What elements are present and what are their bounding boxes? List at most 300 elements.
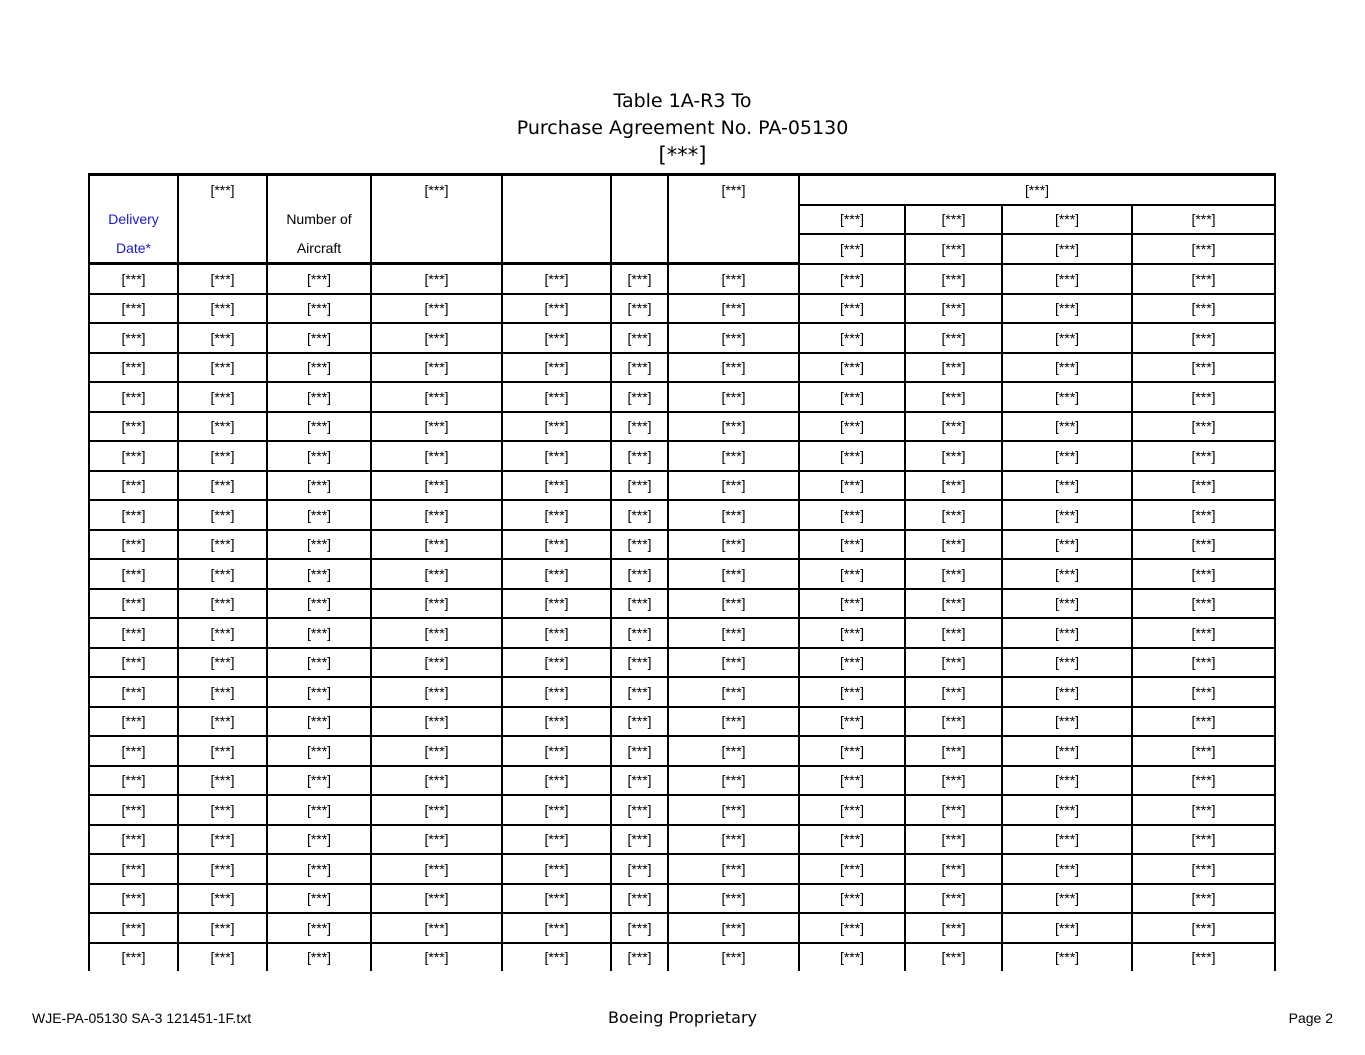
- table-cell: [***]: [502, 618, 611, 648]
- table-cell: [***]: [267, 795, 371, 825]
- table-cell: [***]: [371, 323, 502, 353]
- table-row: [89, 441, 1275, 471]
- table-cell: [***]: [1002, 294, 1132, 324]
- table-cell: [***]: [611, 766, 668, 796]
- document-id: WJE-PA-05130 SA-3 121451-1F.txt: [32, 1010, 252, 1026]
- table-cell: [***]: [1002, 854, 1132, 884]
- table-cell: [***]: [1132, 884, 1275, 914]
- table-cell: [***]: [799, 471, 905, 501]
- table-cell: [***]: [178, 884, 267, 914]
- table-cell: [***]: [267, 412, 371, 442]
- table-cell: [***]: [502, 854, 611, 884]
- table-cell: [***]: [89, 736, 178, 766]
- table-cell: [***]: [799, 412, 905, 442]
- table-cell: [***]: [178, 500, 267, 530]
- table-cell: [***]: [502, 589, 611, 619]
- table-cell: [***]: [799, 943, 905, 972]
- table-cell: [***]: [668, 943, 799, 972]
- table-cell: [***]: [905, 323, 1002, 353]
- table-cell: [***]: [1002, 323, 1132, 353]
- table-title: Table 1A-R3 To: [613, 90, 752, 112]
- table-cell: [***]: [668, 648, 799, 678]
- table-cell: [***]: [668, 471, 799, 501]
- table-cell: [***]: [267, 884, 371, 914]
- table-cell: [***]: [905, 589, 1002, 619]
- table-cell: [***]: [905, 618, 1002, 648]
- table-cell: [***]: [611, 441, 668, 471]
- table-cell: [***]: [89, 323, 178, 353]
- table-cell: [***]: [267, 677, 371, 707]
- table-cell: [***]: [1132, 648, 1275, 678]
- table-cell: [***]: [371, 913, 502, 943]
- table-cell: [***]: [799, 884, 905, 914]
- table-cell: [***]: [502, 677, 611, 707]
- table-cell: [***]: [502, 648, 611, 678]
- table-cell: [***]: [89, 943, 178, 972]
- table-cell: [***]: [668, 854, 799, 884]
- table-row: [89, 412, 1275, 442]
- table-row: [89, 471, 1275, 501]
- table-cell: [***]: [178, 766, 267, 796]
- table-cell: [***]: [1002, 589, 1132, 619]
- table-cell: [***]: [178, 559, 267, 589]
- table-row: [89, 677, 1275, 707]
- table-cell: [***]: [799, 382, 905, 412]
- table-cell: [***]: [799, 264, 905, 294]
- table-cell: [***]: [611, 500, 668, 530]
- table-cell: [***]: [668, 795, 799, 825]
- table-cell: [***]: [1132, 471, 1275, 501]
- table-cell: [***]: [668, 913, 799, 943]
- table-cell: [***]: [371, 353, 502, 383]
- table-cell: [***]: [1132, 412, 1275, 442]
- table-cell: [***]: [905, 913, 1002, 943]
- table-cell: [***]: [1002, 382, 1132, 412]
- table-cell: [***]: [611, 559, 668, 589]
- table-row: [89, 707, 1275, 737]
- table-cell: [***]: [371, 648, 502, 678]
- table-cell: [***]: [89, 530, 178, 560]
- table-cell: [***]: [905, 766, 1002, 796]
- table-cell: [***]: [89, 500, 178, 530]
- table-cell: [***]: [668, 441, 799, 471]
- table-cell: [***]: [502, 264, 611, 294]
- table-cell: [***]: [371, 736, 502, 766]
- table-row: [89, 500, 1275, 530]
- header-cell: [371, 205, 502, 235]
- header-cell: [502, 175, 611, 205]
- table-cell: [***]: [502, 323, 611, 353]
- table-cell: [***]: [267, 913, 371, 943]
- table-cell: [***]: [267, 854, 371, 884]
- table-cell: [***]: [502, 471, 611, 501]
- delivery-schedule-table: [88, 173, 1276, 971]
- table-cell: [***]: [1132, 589, 1275, 619]
- table-cell: [***]: [178, 913, 267, 943]
- table-cell: [***]: [178, 677, 267, 707]
- table-cell: [***]: [371, 589, 502, 619]
- table-cell: [***]: [905, 736, 1002, 766]
- table-cell: [***]: [1002, 884, 1132, 914]
- table-cell: [***]: [89, 382, 178, 412]
- table-cell: [***]: [89, 471, 178, 501]
- table-body: [89, 264, 1275, 972]
- table-cell: [***]: [178, 294, 267, 324]
- table-cell: [***]: [611, 736, 668, 766]
- table-cell: [***]: [1002, 441, 1132, 471]
- table-cell: [***]: [371, 294, 502, 324]
- table-cell: [***]: [178, 530, 267, 560]
- header-group-cell: [***]: [799, 175, 1275, 205]
- table-cell: [***]: [668, 618, 799, 648]
- table-cell: [***]: [905, 294, 1002, 324]
- table-cell: [***]: [799, 441, 905, 471]
- table-cell: [***]: [905, 795, 1002, 825]
- header-cell: [89, 175, 178, 205]
- table-cell: [***]: [502, 736, 611, 766]
- table-cell: [***]: [267, 471, 371, 501]
- table-cell: [***]: [1002, 530, 1132, 560]
- table-cell: [***]: [267, 618, 371, 648]
- header-cell: [***]: [371, 175, 502, 205]
- table-cell: [***]: [89, 854, 178, 884]
- table-cell: [***]: [1132, 795, 1275, 825]
- table-cell: [***]: [668, 294, 799, 324]
- table-cell: [***]: [905, 677, 1002, 707]
- table-cell: [***]: [178, 353, 267, 383]
- table-cell: [***]: [799, 618, 905, 648]
- table-cell: [***]: [1132, 854, 1275, 884]
- table-cell: [***]: [89, 913, 178, 943]
- table-row: [89, 589, 1275, 619]
- table-cell: [***]: [267, 323, 371, 353]
- table-cell: [***]: [89, 412, 178, 442]
- table-cell: [***]: [89, 795, 178, 825]
- table-cell: [***]: [1002, 471, 1132, 501]
- table-cell: [***]: [799, 854, 905, 884]
- table-cell: [***]: [178, 736, 267, 766]
- table-cell: [***]: [267, 441, 371, 471]
- table-row: [89, 766, 1275, 796]
- table-cell: [***]: [89, 707, 178, 737]
- table-cell: [***]: [1002, 677, 1132, 707]
- table-cell: [***]: [371, 382, 502, 412]
- table-cell: [***]: [178, 471, 267, 501]
- table-cell: [***]: [267, 707, 371, 737]
- table-cell: [***]: [1002, 795, 1132, 825]
- table-cell: [***]: [1132, 530, 1275, 560]
- table-cell: [***]: [611, 618, 668, 648]
- header-cell: [611, 234, 668, 264]
- table-cell: [***]: [1002, 913, 1132, 943]
- table-row: [89, 795, 1275, 825]
- table-cell: [***]: [502, 795, 611, 825]
- table-cell: [***]: [371, 441, 502, 471]
- table-cell: [***]: [799, 913, 905, 943]
- table-cell: [***]: [905, 353, 1002, 383]
- sub-header-cell: [***]: [1002, 234, 1132, 264]
- table-cell: [***]: [1002, 766, 1132, 796]
- table-cell: [***]: [1132, 294, 1275, 324]
- table-cell: [***]: [502, 825, 611, 855]
- table-cell: [***]: [371, 471, 502, 501]
- sub-header-cell: [***]: [1132, 205, 1275, 235]
- table-cell: [***]: [1002, 648, 1132, 678]
- table-cell: [***]: [89, 884, 178, 914]
- sub-header-cell: [***]: [799, 234, 905, 264]
- table-cell: [***]: [611, 353, 668, 383]
- table-cell: [***]: [89, 294, 178, 324]
- sub-header-cell: [***]: [799, 205, 905, 235]
- table-cell: [***]: [611, 294, 668, 324]
- table-cell: [***]: [371, 618, 502, 648]
- table-cell: [***]: [502, 530, 611, 560]
- delivery-header: Delivery: [89, 205, 178, 235]
- table-cell: [***]: [178, 618, 267, 648]
- table-row: [89, 825, 1275, 855]
- table-cell: [***]: [502, 766, 611, 796]
- table-cell: [***]: [668, 412, 799, 442]
- table-cell: [***]: [371, 559, 502, 589]
- table-cell: [***]: [668, 766, 799, 796]
- table-cell: [***]: [89, 559, 178, 589]
- table-cell: [***]: [668, 589, 799, 619]
- table-cell: [***]: [371, 943, 502, 972]
- table-cell: [***]: [178, 795, 267, 825]
- table-cell: [***]: [267, 294, 371, 324]
- header-cell: [502, 234, 611, 264]
- table-cell: [***]: [89, 353, 178, 383]
- header-row-1: [89, 175, 1275, 205]
- table-cell: [***]: [502, 294, 611, 324]
- table-cell: [***]: [1132, 441, 1275, 471]
- table-cell: [***]: [502, 353, 611, 383]
- table-cell: [***]: [905, 530, 1002, 560]
- table-cell: [***]: [502, 943, 611, 972]
- table-cell: [***]: [371, 854, 502, 884]
- table-cell: [***]: [905, 382, 1002, 412]
- table-row: [89, 736, 1275, 766]
- table-cell: [***]: [668, 500, 799, 530]
- table-cell: [***]: [89, 618, 178, 648]
- table-cell: [***]: [1002, 353, 1132, 383]
- table-cell: [***]: [799, 825, 905, 855]
- table-cell: [***]: [89, 589, 178, 619]
- table-cell: [***]: [178, 854, 267, 884]
- table-cell: [***]: [1132, 766, 1275, 796]
- table-cell: [***]: [267, 825, 371, 855]
- sub-header-cell: [***]: [905, 205, 1002, 235]
- table-cell: [***]: [611, 382, 668, 412]
- table-cell: [***]: [89, 677, 178, 707]
- table-cell: [***]: [668, 323, 799, 353]
- header-cell: [611, 205, 668, 235]
- header-cell: [668, 234, 799, 264]
- table-cell: [***]: [1132, 500, 1275, 530]
- table-cell: [***]: [267, 736, 371, 766]
- table-cell: [***]: [905, 441, 1002, 471]
- table-cell: [***]: [1002, 736, 1132, 766]
- table-cell: [***]: [502, 382, 611, 412]
- header-cell: [178, 205, 267, 235]
- table-cell: [***]: [371, 707, 502, 737]
- date-header: Date*: [89, 234, 178, 264]
- table-cell: [***]: [611, 825, 668, 855]
- table-cell: [***]: [668, 264, 799, 294]
- table-cell: [***]: [799, 500, 905, 530]
- table-cell: [***]: [178, 412, 267, 442]
- table-cell: [***]: [267, 559, 371, 589]
- table-cell: [***]: [799, 323, 905, 353]
- header-cell: [***]: [668, 175, 799, 205]
- table-cell: [***]: [1002, 559, 1132, 589]
- table-cell: [***]: [799, 589, 905, 619]
- table-cell: [***]: [668, 530, 799, 560]
- table-row: [89, 382, 1275, 412]
- table-cell: [***]: [502, 707, 611, 737]
- table-cell: [***]: [905, 648, 1002, 678]
- table-cell: [***]: [611, 530, 668, 560]
- header-row-2: [89, 205, 1275, 235]
- table-cell: [***]: [611, 707, 668, 737]
- table-row: [89, 559, 1275, 589]
- table-cell: [***]: [611, 323, 668, 353]
- table-cell: [***]: [905, 500, 1002, 530]
- table-cell: [***]: [1002, 618, 1132, 648]
- table-cell: [***]: [267, 353, 371, 383]
- table-cell: [***]: [611, 648, 668, 678]
- table-cell: [***]: [371, 795, 502, 825]
- table-cell: [***]: [905, 471, 1002, 501]
- table-cell: [***]: [1132, 323, 1275, 353]
- agreement-subtitle: Purchase Agreement No. PA-05130: [516, 117, 849, 139]
- table-cell: [***]: [799, 648, 905, 678]
- table-row: [89, 530, 1275, 560]
- table-cell: [***]: [89, 441, 178, 471]
- table-cell: [***]: [1132, 707, 1275, 737]
- table-cell: [***]: [89, 264, 178, 294]
- table-cell: [***]: [905, 943, 1002, 972]
- sub-header-cell: [***]: [1132, 234, 1275, 264]
- page-number: Page 2: [1288, 1010, 1333, 1026]
- table-cell: [***]: [799, 736, 905, 766]
- table-cell: [***]: [267, 589, 371, 619]
- number-of-header: Number of: [267, 205, 371, 235]
- table-cell: [***]: [502, 500, 611, 530]
- table-cell: [***]: [267, 500, 371, 530]
- table-cell: [***]: [1132, 736, 1275, 766]
- sub-header-cell: [***]: [1002, 205, 1132, 235]
- table-cell: [***]: [502, 884, 611, 914]
- table-cell: [***]: [371, 825, 502, 855]
- table-cell: [***]: [799, 677, 905, 707]
- table-cell: [***]: [668, 736, 799, 766]
- table-cell: [***]: [1002, 943, 1132, 972]
- header-cell: [611, 175, 668, 205]
- table-cell: [***]: [611, 943, 668, 972]
- table-cell: [***]: [1002, 412, 1132, 442]
- table-cell: [***]: [178, 441, 267, 471]
- table-cell: [***]: [1002, 825, 1132, 855]
- table-cell: [***]: [905, 264, 1002, 294]
- table-cell: [***]: [267, 382, 371, 412]
- table-cell: [***]: [89, 825, 178, 855]
- table-cell: [***]: [1132, 382, 1275, 412]
- table-cell: [***]: [502, 412, 611, 442]
- table-row: [89, 884, 1275, 914]
- table-cell: [***]: [668, 559, 799, 589]
- header-cell: [***]: [178, 175, 267, 205]
- table-cell: [***]: [1132, 559, 1275, 589]
- header-cell: [178, 234, 267, 264]
- table-cell: [***]: [178, 825, 267, 855]
- table-cell: [***]: [668, 677, 799, 707]
- table-cell: [***]: [89, 648, 178, 678]
- table-cell: [***]: [611, 589, 668, 619]
- table-row: [89, 353, 1275, 383]
- table-cell: [***]: [799, 353, 905, 383]
- table-row: [89, 854, 1275, 884]
- table-cell: [***]: [178, 589, 267, 619]
- table-cell: [***]: [1132, 825, 1275, 855]
- table-cell: [***]: [89, 766, 178, 796]
- sub-header-cell: [***]: [905, 234, 1002, 264]
- table-cell: [***]: [905, 825, 1002, 855]
- table-cell: [***]: [178, 943, 267, 972]
- table-cell: [***]: [799, 530, 905, 560]
- table-cell: [***]: [611, 913, 668, 943]
- table-cell: [***]: [267, 766, 371, 796]
- table-cell: [***]: [799, 559, 905, 589]
- redacted-subtitle: [***]: [658, 143, 707, 167]
- table-cell: [***]: [371, 264, 502, 294]
- table-row: [89, 943, 1275, 972]
- table-cell: [***]: [1132, 264, 1275, 294]
- table-cell: [***]: [799, 795, 905, 825]
- table-cell: [***]: [371, 677, 502, 707]
- table-cell: [***]: [905, 412, 1002, 442]
- aircraft-header: Aircraft: [267, 234, 371, 264]
- table-cell: [***]: [1132, 943, 1275, 972]
- table-cell: [***]: [799, 707, 905, 737]
- table-cell: [***]: [267, 648, 371, 678]
- header-cell: [267, 175, 371, 205]
- table-cell: [***]: [1132, 677, 1275, 707]
- table-cell: [***]: [1132, 353, 1275, 383]
- table-cell: [***]: [267, 943, 371, 972]
- table-cell: [***]: [1002, 264, 1132, 294]
- header-row-3: [89, 234, 1275, 264]
- table-cell: [***]: [611, 795, 668, 825]
- table-cell: [***]: [611, 412, 668, 442]
- table-row: [89, 913, 1275, 943]
- table-row: [89, 323, 1275, 353]
- table-row: [89, 264, 1275, 294]
- table-cell: [***]: [178, 382, 267, 412]
- table-cell: [***]: [1132, 618, 1275, 648]
- table-cell: [***]: [1132, 913, 1275, 943]
- header-cell: [371, 234, 502, 264]
- header-cell: [502, 205, 611, 235]
- table-row: [89, 618, 1275, 648]
- table-cell: [***]: [668, 353, 799, 383]
- table-cell: [***]: [611, 264, 668, 294]
- table-cell: [***]: [799, 294, 905, 324]
- table-cell: [***]: [611, 471, 668, 501]
- table-cell: [***]: [611, 884, 668, 914]
- table-cell: [***]: [668, 884, 799, 914]
- table-cell: [***]: [668, 825, 799, 855]
